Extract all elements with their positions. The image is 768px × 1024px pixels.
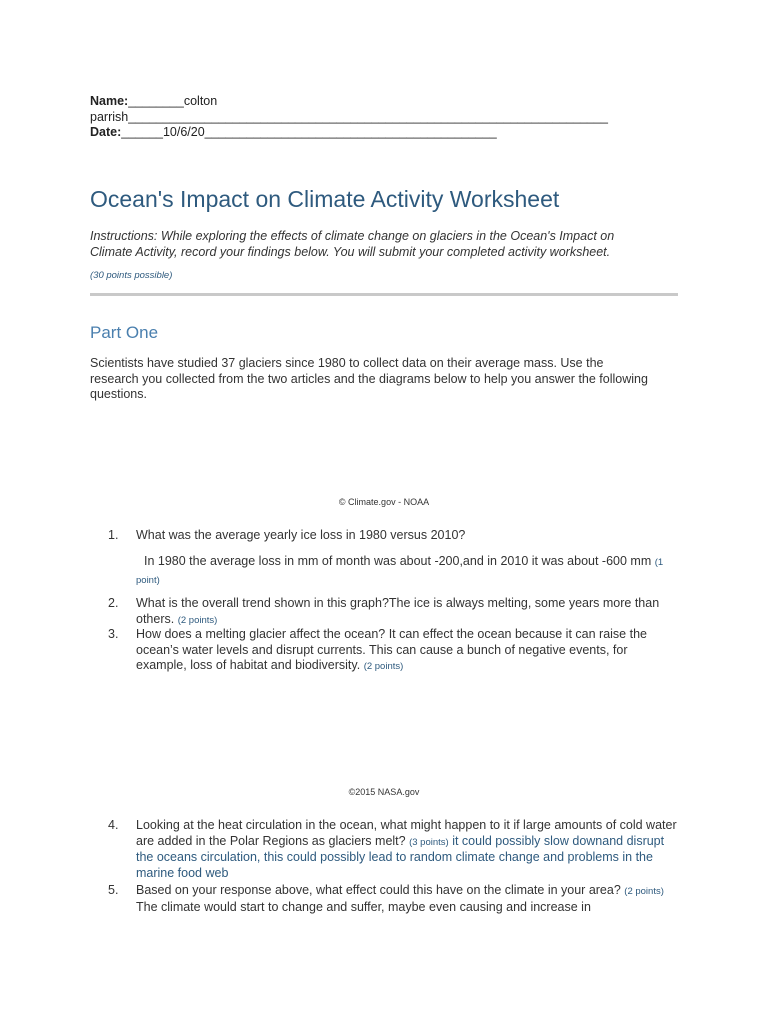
answer-1 xyxy=(136,553,671,589)
question-4 xyxy=(108,818,678,881)
name-value: ________colton xyxy=(128,94,218,108)
points-label: (1 point) xyxy=(136,557,664,586)
question-5 xyxy=(108,883,678,915)
image-credit-nasa: ©2015 NASA.gov xyxy=(348,787,420,797)
name-value-continued: parrish_____________________________________________________________________ xyxy=(90,110,608,124)
name-line-continued xyxy=(90,110,608,125)
image-credit-noaa: © Climate.gov - NOAA xyxy=(338,497,430,507)
question-number: 3. xyxy=(108,627,119,641)
points-possible: (30 points possible) xyxy=(90,270,173,281)
answer-text: In 1980 the average loss in mm of month was about -200,and in 2010 it was about -600 mm xyxy=(144,554,652,568)
date-label: Date: xyxy=(90,125,122,139)
question-number: 1. xyxy=(108,528,119,542)
question-number: 4. xyxy=(108,818,119,832)
question-3 xyxy=(108,627,678,675)
question-number: 2. xyxy=(108,596,119,610)
question-number: 5. xyxy=(108,883,119,897)
answer-text: it could possibly slow downand disrupt the oceans circulation, this could possibly lead to random climate change and problems in the marine food web xyxy=(136,833,665,880)
page-title: Ocean's Impact on Climate Activity Worksheet xyxy=(90,186,560,212)
answer-text: The climate would start to change and suffer, maybe even causing and increase in xyxy=(136,899,591,914)
question-text: Based on your response above, what effect could this have on the climate in your area? xyxy=(136,883,621,897)
part-one-intro: Scientists have studied 37 glaciers since 1980 to collect data on their average mass. Use the research you collected from the two articles and the diagrams below to help you answer the following questions. xyxy=(90,356,648,401)
points-label: (2 points) xyxy=(177,614,218,626)
question-text: What was the average yearly ice loss in 1980 versus 2010? xyxy=(136,528,466,542)
date-line xyxy=(90,125,497,140)
question-2 xyxy=(108,596,678,628)
part-one-heading: Part One xyxy=(90,323,159,342)
question-text: What is the overall trend shown in this graph?The ice is always melting, some years more than others. xyxy=(136,596,660,626)
question-text: How does a melting glacier affect the ocean? It can effect the ocean because it can raise the ocean’s water levels and disrupt currents. This can cause a bunch of negative events, for example, loss of habitat and biodiversity. xyxy=(136,627,647,672)
question-1 xyxy=(108,528,678,544)
instructions: Instructions: While exploring the effects of climate change on glaciers in the Ocean's Impact on Climate Activity, record your findings below. You will submit your completed activity worksheet. xyxy=(90,229,615,259)
date-value: ______10/6/20__________________________________________ xyxy=(121,125,497,139)
name-label: Name: xyxy=(90,94,129,108)
divider xyxy=(90,293,678,296)
points-label: (3 points) xyxy=(409,836,449,848)
question-text: Looking at the heat circulation in the ocean, what might happen to it if large amounts of cold water are added in the Polar Regions as glaciers melt? xyxy=(136,818,677,848)
points-label: (2 points) xyxy=(624,886,664,897)
name-line xyxy=(90,94,217,109)
points-label: (2 points) xyxy=(363,661,404,672)
